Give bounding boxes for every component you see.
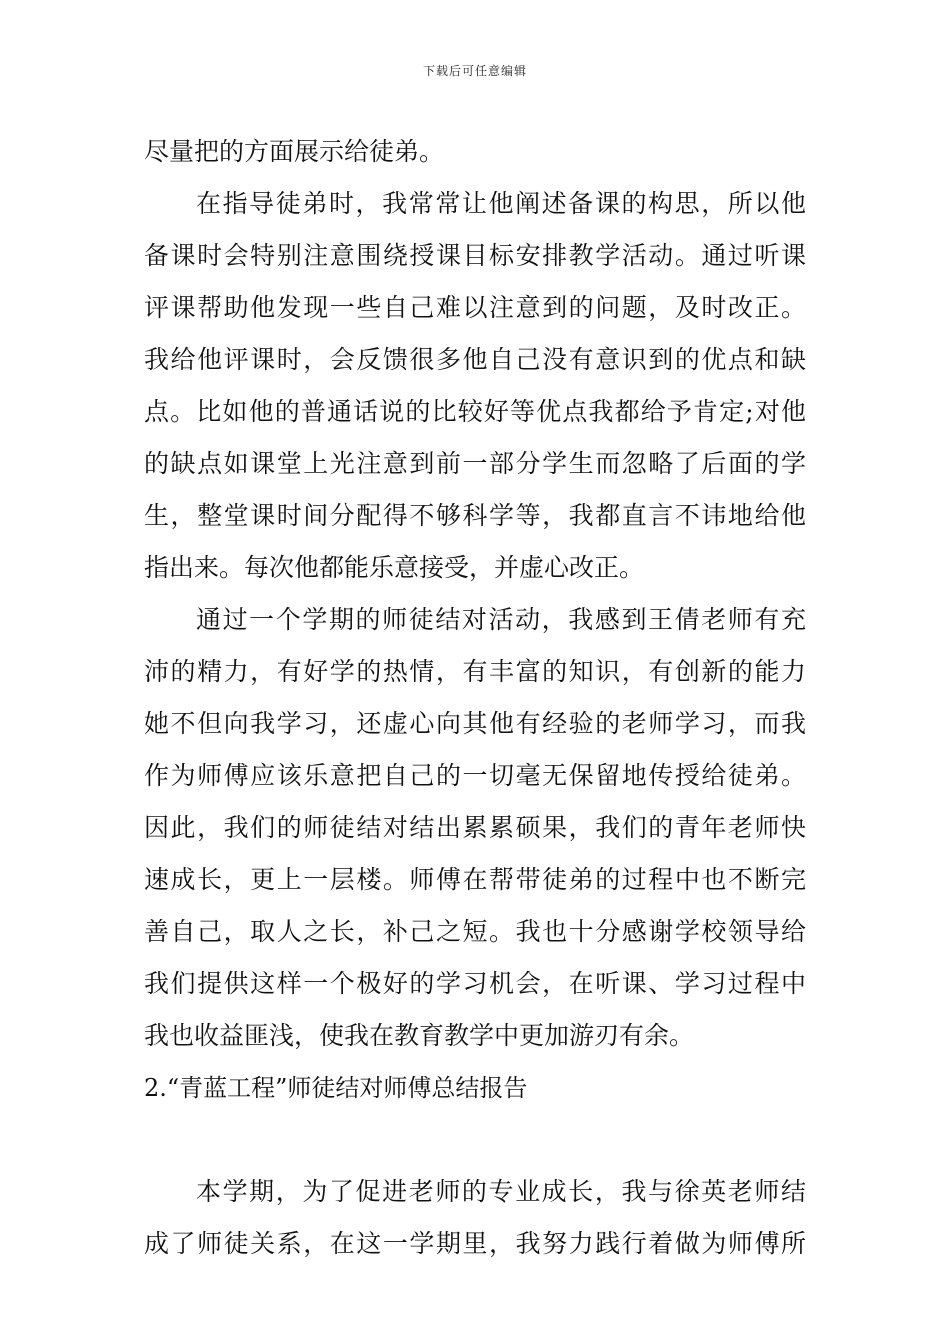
page-header-note: 下载后可任意编辑: [422, 64, 527, 78]
paragraph-first-line: 通过一个学期的师徒结对活动，我感到王倩老师有充: [196, 605, 806, 634]
text-line: 备课时会特别注意围绕授课目标安排教学活动。通过听课: [144, 241, 806, 270]
text-line: 她不但向我学习，还虚心向其他有经验的老师学习，而我: [144, 709, 806, 738]
text-line: 尽量把的方面展示给徒弟。: [144, 137, 445, 166]
blank-line: [144, 1114, 806, 1166]
text-line: 善自己，取人之长，补己之短。我也十分感谢学校领导给: [144, 917, 806, 946]
text-line: 因此，我们的师徒结对结出累累硕果，我们的青年老师快: [144, 813, 806, 842]
section-heading: 2.“青蓝工程”师徒结对师傅总结报告: [144, 1074, 528, 1102]
text-line: 生，整堂课时间分配得不够科学等，我都直言不讳地给他: [144, 501, 806, 530]
paragraph-first-line: 本学期，为了促进老师的专业成长，我与徐英老师结: [196, 1177, 806, 1206]
text-line: 我给他评课时，会反馈很多他自己没有意识到的优点和缺: [144, 345, 806, 374]
text-line: 我也收益匪浅，使我在教育教学中更加游刃有余。: [144, 1021, 695, 1050]
text-line: 点。比如他的普通话说的比较好等优点我都给予肯定;对他: [144, 397, 806, 426]
text-line: 的缺点如课堂上光注意到前一部分学生而忽略了后面的学: [144, 449, 806, 478]
text-line: 评课帮助他发现一些自己难以注意到的问题，及时改正。: [144, 293, 806, 322]
paragraph-first-line: 在指导徒弟时，我常常让他阐述备课的构思，所以他: [196, 189, 806, 218]
text-line: 我们提供这样一个极好的学习机会，在听课、学习过程中: [144, 969, 806, 998]
text-line: 成了师徒关系，在这一学期里，我努力践行着做为师傅所: [144, 1229, 806, 1258]
text-line: 作为师傅应该乐意把自己的一切毫无保留地传授给徒弟。: [144, 761, 806, 790]
text-line: 指出来。每次他都能乐意接受，并虚心改正。: [144, 553, 645, 582]
text-line: 速成长，更上一层楼。师傅在帮带徒弟的过程中也不断完: [144, 865, 806, 894]
text-line: 沛的精力，有好学的热情，有丰富的知识，有创新的能力: [144, 657, 806, 686]
document-body: [144, 126, 806, 1270]
